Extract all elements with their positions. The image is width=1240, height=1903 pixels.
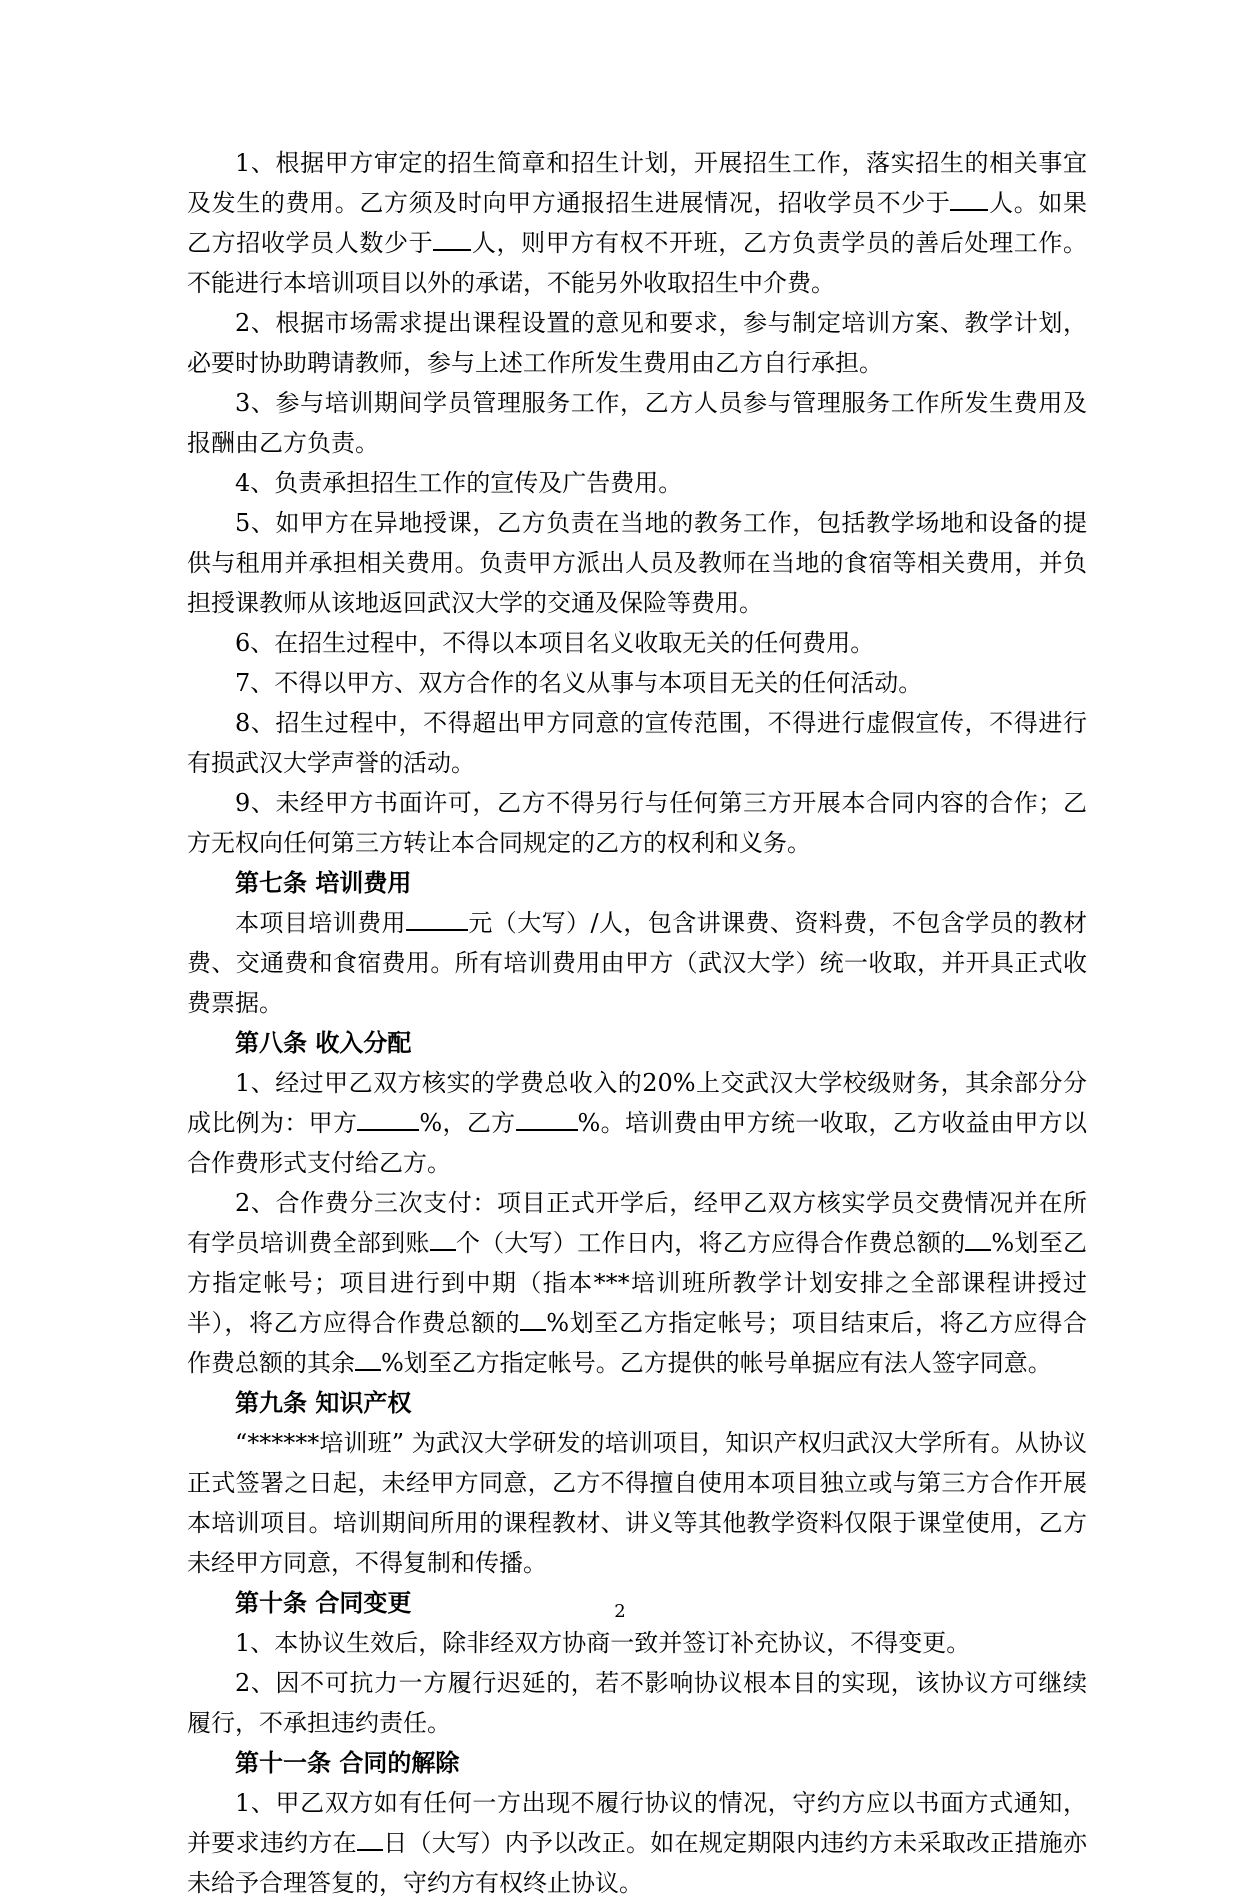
clause-6-item-8: 8、招生过程中，不得超出甲方同意的宣传范围，不得进行虚假宣传，不得进行有损武汉大学声誉的活动。 xyxy=(187,709,1087,777)
blank-line xyxy=(433,227,471,251)
clause-10-heading: 第十条 合同变更 xyxy=(235,1589,412,1617)
blank-line xyxy=(355,1347,381,1371)
blank-line xyxy=(950,187,988,211)
clause-11-item-1: 1、甲乙双方如有任何一方出现不履行协议的情况，守约方应以书面方式通知，并要求违约方在 日（大写）内予以改正。如在规定期限内违约方未采取改正措施亦未给予合理答复的，守约方有权终止协议。 xyxy=(187,1789,1088,1897)
clause-8-item-2: 2、合作费分三次支付：项目正式开学后，经甲乙双方核实学员交费情况并在所有学员培训费全部到账 个（大写）工作日内，将乙方应得合作费总额的 %划至乙方指定帐号；项目进行到中期（指本***培训班所教学计划安排之全部课程讲授过半），将乙方应得合作费总额的 %划至乙方指定帐号；项目结束后，将乙方应得合作费总额的其余 %划至乙方指定帐号。乙方提供的帐号单据应有法人签字同意。 xyxy=(187,1189,1087,1377)
blank-line xyxy=(516,1107,578,1131)
clause-6-item-6: 6、在招生过程中，不得以本项目名义收取无关的任何费用。 xyxy=(235,629,875,657)
blank-line xyxy=(520,1307,546,1331)
clause-8-heading: 第八条 收入分配 xyxy=(235,1029,412,1057)
blank-line xyxy=(430,1227,456,1251)
page-number: 2 xyxy=(614,1601,626,1622)
clause-10-item-2: 2、因不可抗力一方履行迟延的，若不影响协议根本目的实现，该协议方可继续履行，不承担违约责任。 xyxy=(187,1669,1087,1737)
clause-6-item-3: 3、参与培训期间学员管理服务工作，乙方人员参与管理服务工作所发生费用及报酬由乙方负责。 xyxy=(187,389,1087,457)
clause-8-item-1: 1、经过甲乙双方核实的学费总收入的20%上交武汉大学校级财务，其余部分分成比例为：甲方 %，乙方 %。培训费由甲方统一收取，乙方收益由甲方以合作费形式支付给乙方。 xyxy=(187,1069,1087,1177)
clause-7-heading: 第七条 培训费用 xyxy=(235,869,412,897)
blank-line xyxy=(357,1107,419,1131)
clause-6-item-5: 5、如甲方在异地授课，乙方负责在当地的教务工作，包括教学场地和设备的提供与租用并承担相关费用。负责甲方派出人员及教师在当地的食宿等相关费用，并负担授课教师从该地返回武汉大学的交通及保险等费用。 xyxy=(187,509,1087,617)
blank-line xyxy=(965,1227,991,1251)
clause-9-heading: 第九条 知识产权 xyxy=(235,1389,412,1417)
clause-10-item-1: 1、本协议生效后，除非经双方协商一致并签订补充协议，不得变更。 xyxy=(235,1629,971,1657)
clause-6-item-7: 7、不得以甲方、双方合作的名义从事与本项目无关的任何活动。 xyxy=(235,669,923,697)
blank-line xyxy=(406,907,468,931)
clause-7-body: 本项目培训费用 元（大写）/人，包含讲课费、资料费，不包含学员的教材费、交通费和食宿费用。所有培训费用由甲方（武汉大学）统一收取，并开具正式收费票据。 xyxy=(187,909,1087,1017)
clause-11-heading: 第十一条 合同的解除 xyxy=(235,1749,460,1777)
clause-6-item-2: 2、根据市场需求提出课程设置的意见和要求，参与制定培训方案、教学计划，必要时协助聘请教师，参与上述工作所发生费用由乙方自行承担。 xyxy=(187,309,1087,377)
blank-line xyxy=(357,1827,383,1851)
clause-6-item-9: 9、未经甲方书面许可，乙方不得另行与任何第三方开展本合同内容的合作；乙方无权向任何第三方转让本合同规定的乙方的权利和义务。 xyxy=(187,789,1087,857)
clause-6-item-1: 1、根据甲方审定的招生简章和招生计划，开展招生工作，落实招生的相关事宜及发生的费用。乙方须及时向甲方通报招生进展情况，招收学员不少于 人。如果乙方招收学员人数少于 人，则甲方有权不开班，乙方负责学员的善后处理工作。不能进行本培训项目以外的承诺，不能另外收取招生中介费。 xyxy=(187,149,1088,297)
clause-9-body: “******培训班” 为武汉大学研发的培训项目，知识产权归武汉大学所有。从协议正式签署之日起，未经甲方同意，乙方不得擅自使用本项目独立或与第三方合作开展本培训项目。培训期间所用的课程教材、讲义等其他教学资料仅限于课堂使用，乙方未经甲方同意，不得复制和传播。 xyxy=(187,1429,1087,1577)
document-page xyxy=(187,143,1087,1903)
clause-6-item-4: 4、负责承担招生工作的宣传及广告费用。 xyxy=(235,469,683,497)
